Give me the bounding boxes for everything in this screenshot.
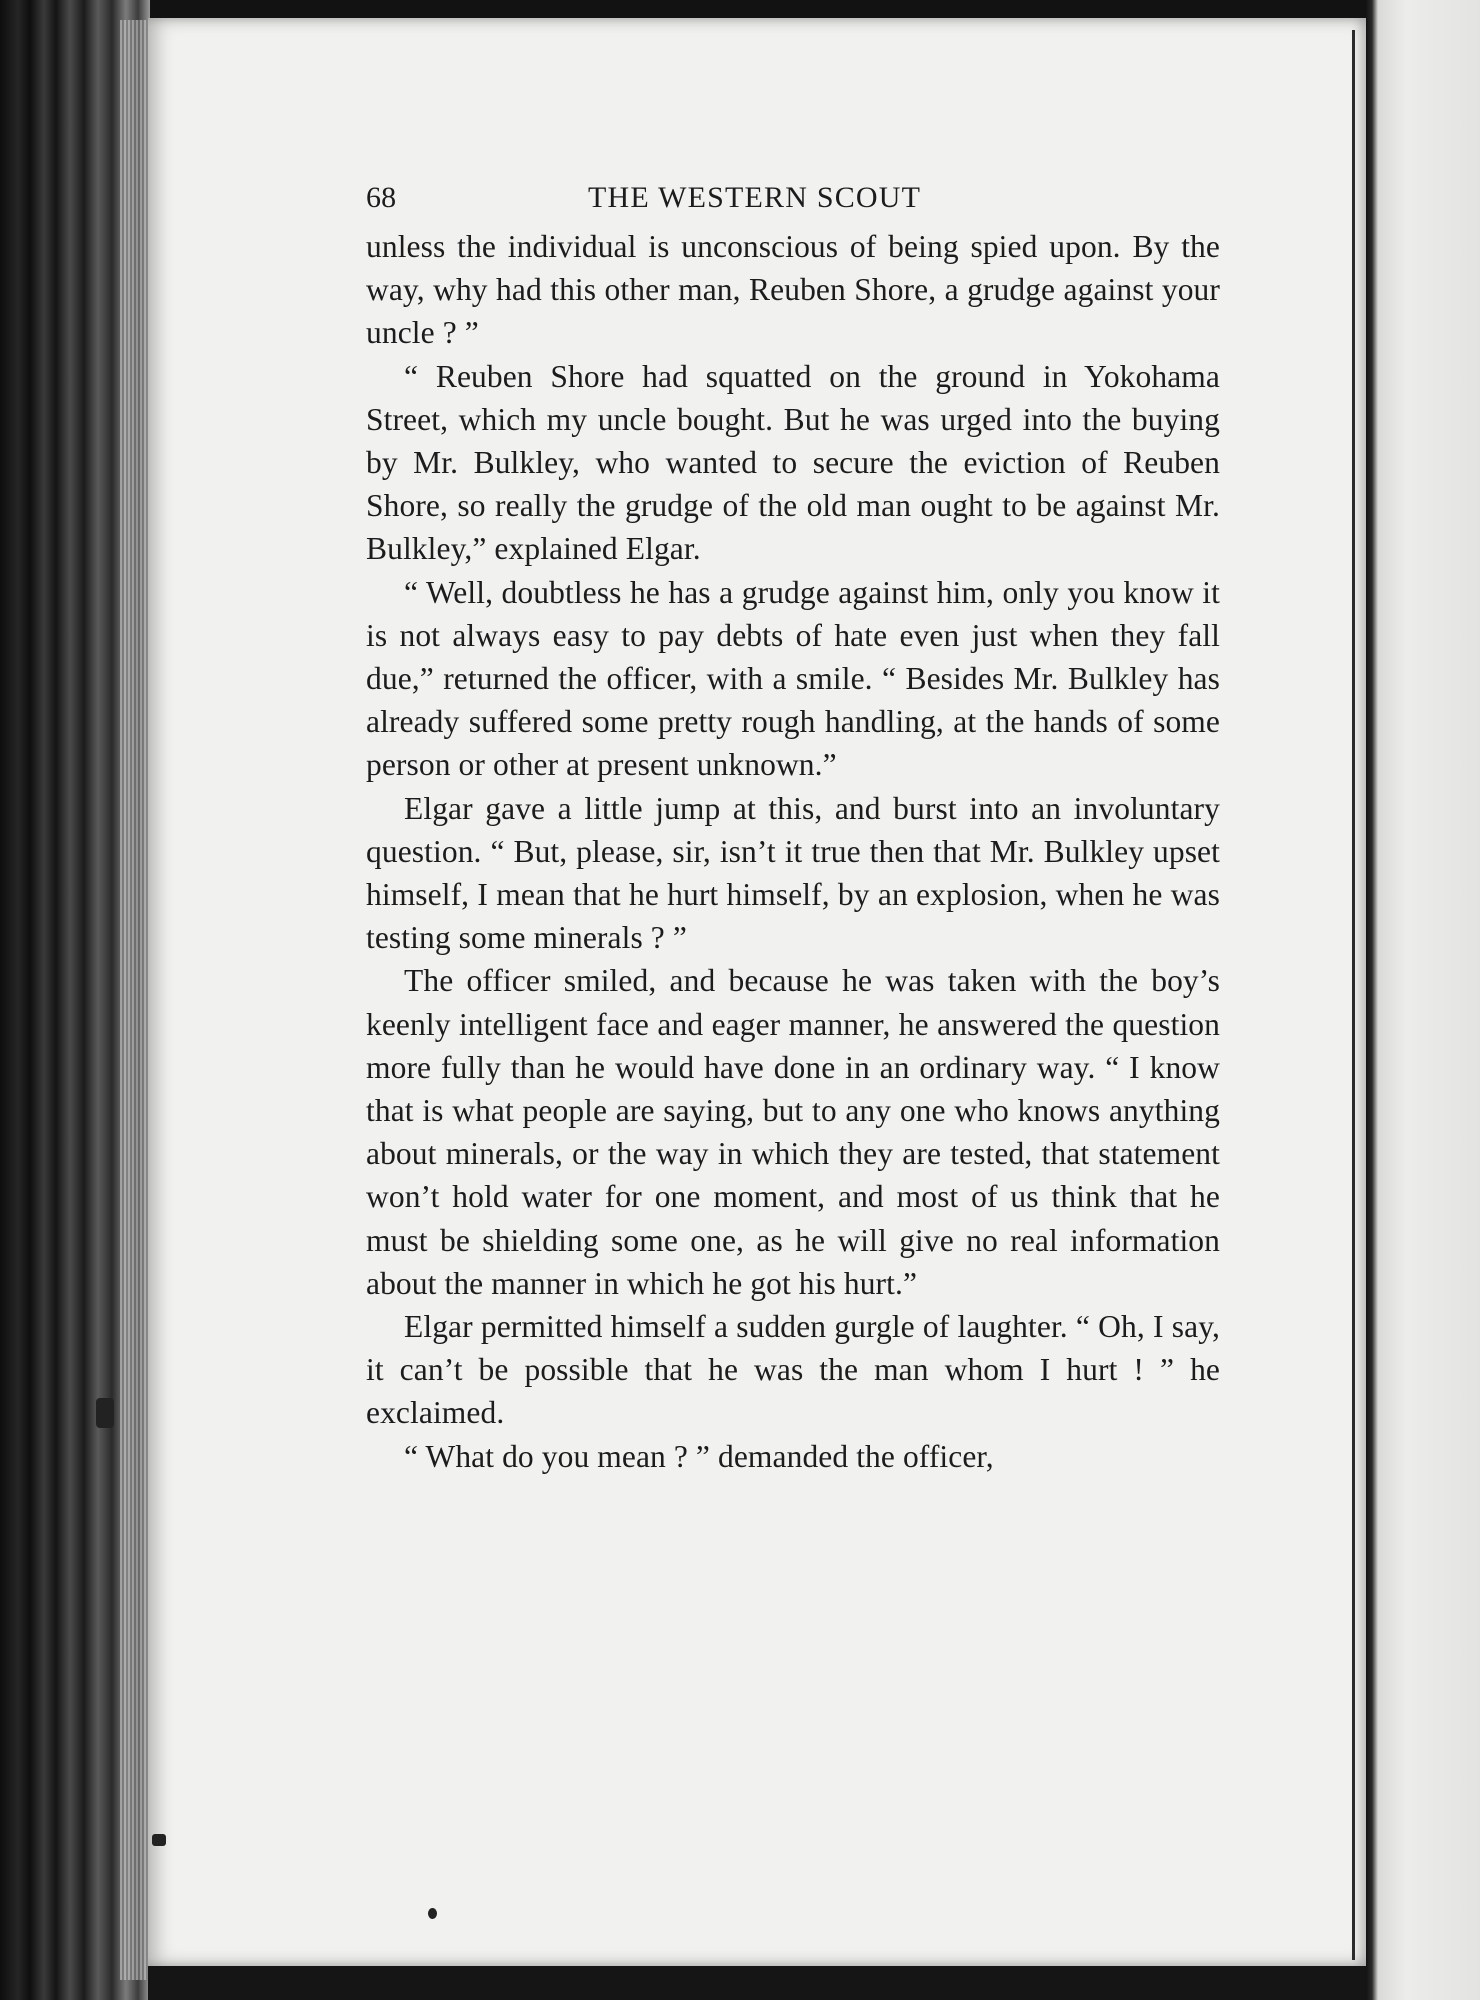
page-edges	[120, 20, 150, 1980]
page-number: 68	[366, 181, 397, 214]
scan-speck	[152, 1834, 166, 1846]
bottom-shadow	[148, 1966, 1366, 2000]
scan-speck	[428, 1908, 437, 1919]
paragraph: “ What do you mean ? ” demanded the officer,	[404, 1438, 994, 1474]
paragraph: unless the individual is unconscious of being spied upon. By the way, why had this other man, Reuben Shore, a grudge against your uncle ? ”	[366, 229, 1220, 351]
paragraph: “ Reuben Shore had squatted on the ground in Yokohama Street, which my uncle bought. But he was urged into the buying by Mr. Bulkley, who wanted to secure the eviction of Reuben Shore, so really the grudge of the old man ought to be against Mr. Bulkley,” explained Elgar.	[366, 358, 1220, 567]
paragraph: The officer smiled, and because he was taken with the boy’s keenly intelligent face and eager manner, he answered the question more fully than he would have done in an ordinary way. “ I know that is what people are saying, but to any one who knows anything about minerals, or the way in which they are tested, that statement won’t hold water for one moment, and most of us think that he must be shielding some one, as he will give no real information about the manner in which he got his hurt.”	[366, 963, 1220, 1301]
gutter-line	[1352, 30, 1355, 1960]
facing-page-edge	[1366, 0, 1480, 2000]
page-header	[366, 172, 1220, 222]
paragraph: Elgar permitted himself a sudden gurgle of laughter. “ Oh, I say, it can’t be possible that he was the man whom I hurt ! ” he exclaimed.	[366, 1309, 1220, 1431]
paragraph: Elgar gave a little jump at this, and burst into an involuntary question. “ But, please, sir, isn’t it true then that Mr. Bulkley upset himself, I mean that he hurt himself, by an explosion, when he was testing some minerals ? ”	[366, 790, 1220, 956]
paragraph: “ Well, doubtless he has a grudge against him, only you know it is not always easy to pay debts of hate even just when they fall due,” returned the officer, with a smile. “ Besides Mr. Bulkley has already suffered some pretty rough handling, at the hands of some person or other at present unknown.”	[366, 574, 1220, 783]
scan-speck	[96, 1398, 114, 1428]
running-head: THE WESTERN SCOUT	[588, 181, 922, 214]
page-text	[366, 172, 1220, 1478]
